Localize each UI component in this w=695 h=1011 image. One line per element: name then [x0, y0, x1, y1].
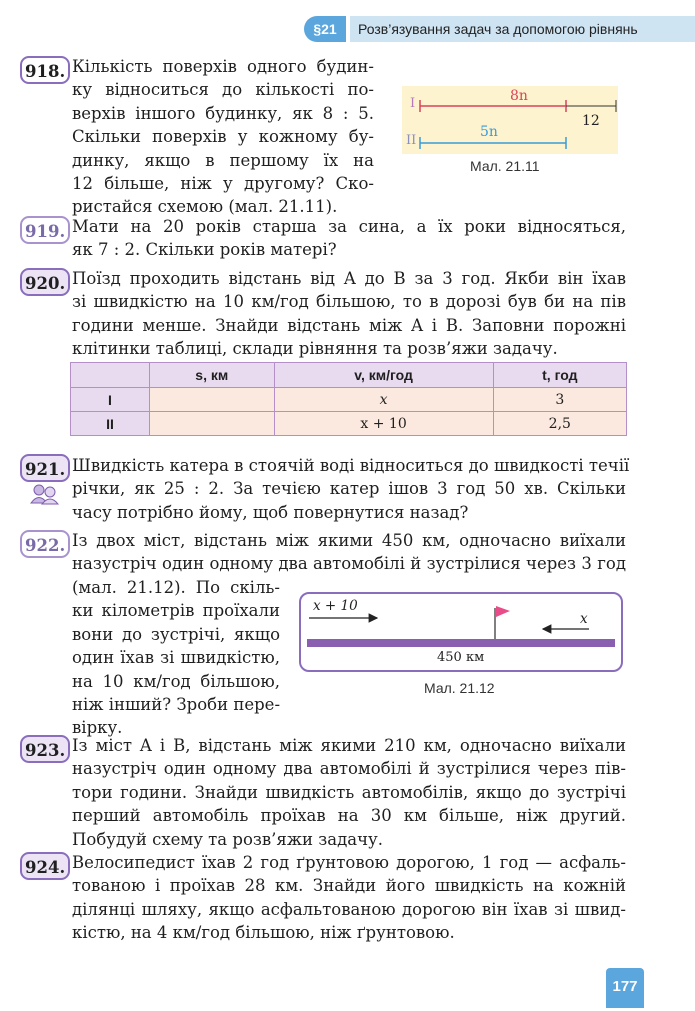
- table-cell: 3: [493, 388, 626, 412]
- figure-21-11-caption: Мал. 21.11: [470, 158, 540, 174]
- problem-number-924: 924.: [20, 852, 70, 880]
- problem-922-text-narrow: (мал. 21.12). По скіль- ки кілометрів проїхали вони до зустрічі, якщо один їхав зі швидкістю, на 10 км/год більшою, ніж інший? Зроби пере- вірку.: [72, 578, 281, 738]
- fig-distance: 450 км: [437, 650, 485, 665]
- problem-number-921: 921.: [20, 454, 70, 482]
- table-header-v: v, км/год: [274, 363, 493, 388]
- page-number: 177: [606, 968, 644, 1008]
- table-row-label: II: [71, 412, 150, 436]
- table-row-label: I: [71, 388, 150, 412]
- problem-920-text: Поїзд проходить відстань від A до B за 3 год. Якби він їхав зі швидкістю на 10 км/год більшою, то в дорозі був би на пів години менше. Знайди відстань між A і B. Заповни порожні клітинки таблиці, склади рівняння та розв’яжи задачу.: [72, 269, 626, 359]
- figure-21-11: [402, 86, 618, 154]
- fig-label-8n: 8n: [510, 88, 528, 104]
- figure-21-12: [299, 592, 623, 672]
- problem-number-919: 919.: [20, 216, 70, 244]
- problem-921-text: Швидкість катера в стоячій воді відноситься до швидкості течії річки, як 25 : 2. За течією катер ішов 3 год 50 хв. Скільки часу потрібно йому, щоб повернутися назад?: [72, 456, 630, 522]
- problem-number-922: 922.: [20, 530, 70, 558]
- section-header: [304, 16, 695, 42]
- problem-number-923: 923.: [20, 735, 70, 763]
- fig-speed-right: x: [580, 611, 588, 627]
- table-cell: x: [274, 388, 493, 412]
- table-cell: x + 10: [274, 412, 493, 436]
- table-cell-empty: [150, 388, 275, 412]
- fig-row-1: I: [410, 96, 416, 111]
- problem-918-text: Кількість поверхів одного будин- ку відноситься до кількості по- верхів іншого будинку, як 8 : 5. Скільки поверхів у кожному бу- динку, якщо в першому їх на 12 більше, ніж у другому? Ско- ристайся схемою (мал. 21.11).: [72, 57, 374, 217]
- fig-row-2: II: [406, 133, 417, 148]
- fig-label-12: 12: [582, 113, 600, 129]
- section-number: §21: [304, 16, 346, 42]
- table-header-s: s, км: [150, 363, 275, 388]
- fig-label-5n: 5n: [480, 124, 498, 140]
- problem-924-text: Велосипедист їхав 2 год ґрунтовою дорогою, 1 год — асфаль- тованою і проїхав 28 км. Знайди його швидкість на кожній ділянці шляху, якщо асфальтованою дорогою він їхав зі швид- кістю, на 4 км/год більшою, ніж ґрунтовою.: [72, 853, 626, 943]
- table-header-t: t, год: [493, 363, 626, 388]
- problem-number-920: 920.: [20, 268, 70, 296]
- figure-21-12-caption: Мал. 21.12: [424, 680, 495, 696]
- table-cell: 2,5: [493, 412, 626, 436]
- table-header-empty: [71, 363, 150, 388]
- problem-number-918: 918.: [20, 56, 70, 84]
- pair-work-icon: [28, 483, 62, 505]
- table-cell-empty: [150, 412, 275, 436]
- fig-speed-left: x + 10: [313, 598, 358, 614]
- problem-919-text: Мати на 20 років старша за сина, а їх роки відносяться, як 7 : 2. Скільки років матері?: [72, 217, 626, 260]
- problem-922-text: Із двох міст, відстань між якими 450 км, одночасно виїхали назустріч один одному два автомобілі й зустрілися через 3 год: [72, 531, 626, 574]
- problem-923-text: Із міст A і B, відстань між якими 210 км, одночасно виїхали назустріч один одному два автомобілі й зустрілися через пів- тори години. Знайди швидкість автомобілів, якщо до зустрічі перший автомобіль проїхав на 30 км більше, ніж другий. Побудуй схему та розв’яжи задачу.: [72, 736, 626, 849]
- section-title: Розв’язування задач за допомогою рівнянь: [350, 16, 695, 42]
- problem-920-table: [70, 362, 627, 436]
